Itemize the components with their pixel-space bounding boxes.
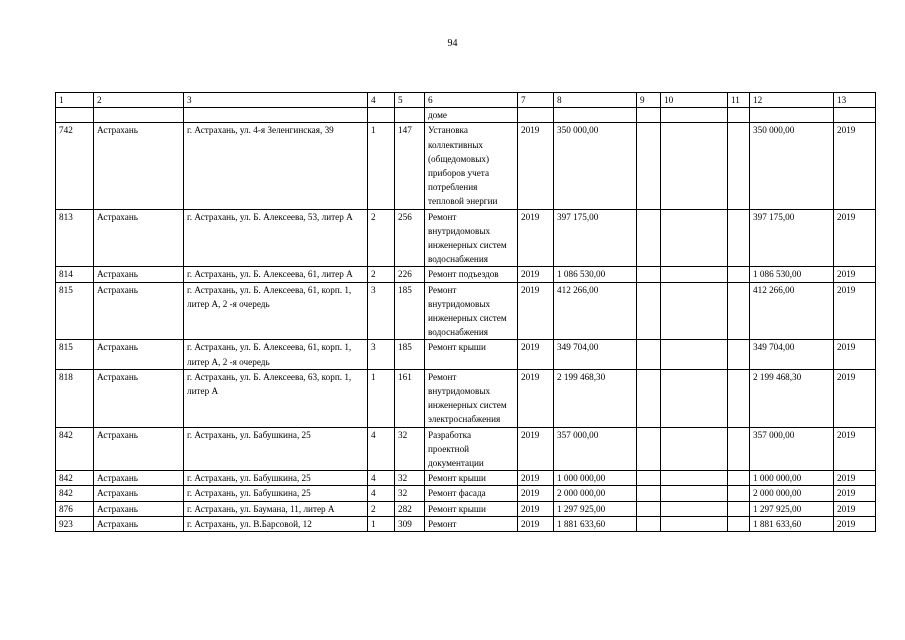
table-cell: г. Астрахань, ул. Б. Алексеева, 53, литер А xyxy=(184,209,368,267)
table-cell: 350 000,00 xyxy=(750,123,834,209)
table-cell: Ремонт крыши xyxy=(425,340,518,369)
table-cell: 412 266,00 xyxy=(750,282,834,340)
table-cell: 1 881 633,60 xyxy=(554,516,637,531)
table-cell: Астрахань xyxy=(94,427,184,471)
table-cell xyxy=(661,471,728,486)
column-number-cell: 7 xyxy=(518,93,554,108)
table-cell: 32 xyxy=(395,486,425,501)
table-cell: 2019 xyxy=(834,123,876,209)
table-cell: 1 086 530,00 xyxy=(554,267,637,282)
table-cell xyxy=(728,516,750,531)
column-number-cell: 9 xyxy=(637,93,661,108)
table-cell: 2019 xyxy=(518,267,554,282)
table-cell: 1 000 000,00 xyxy=(554,471,637,486)
table-cell: Астрахань xyxy=(94,369,184,427)
table-cell: 815 xyxy=(56,282,94,340)
table-cell xyxy=(56,108,94,123)
table-cell: 32 xyxy=(395,427,425,471)
table-cell: 2019 xyxy=(834,516,876,531)
table-cell: 2019 xyxy=(518,282,554,340)
table-cell xyxy=(661,267,728,282)
table-body xyxy=(56,93,876,532)
table-cell xyxy=(661,516,728,531)
table-cell: 923 xyxy=(56,516,94,531)
table-cell: Астрахань xyxy=(94,486,184,501)
table-cell: Астрахань xyxy=(94,471,184,486)
table-row xyxy=(56,471,876,486)
table-cell: 2 199 468,30 xyxy=(750,369,834,427)
column-number-cell: 2 xyxy=(94,93,184,108)
table-cell xyxy=(661,486,728,501)
table-cell: 2019 xyxy=(834,267,876,282)
table-cell: г. Астрахань, ул. Б. Алексеева, 61, литер А xyxy=(184,267,368,282)
table-cell: Астрахань xyxy=(94,267,184,282)
column-number-cell: 3 xyxy=(184,93,368,108)
table-cell xyxy=(637,516,661,531)
table-cell: 350 000,00 xyxy=(554,123,637,209)
table-cell: 2019 xyxy=(834,369,876,427)
table-cell: Ремонт xyxy=(425,516,518,531)
table-cell: 2 xyxy=(368,267,395,282)
table-cell: г. Астрахань, ул. Б. Алексеева, 63, корп. 1, литер А xyxy=(184,369,368,427)
table-cell: 349 704,00 xyxy=(554,340,637,369)
column-number-cell: 6 xyxy=(425,93,518,108)
table-cell: 4 xyxy=(368,471,395,486)
table-cell: 3 xyxy=(368,340,395,369)
table-cell: 2 000 000,00 xyxy=(554,486,637,501)
table-cell: 2 199 468,30 xyxy=(554,369,637,427)
table-cell: г. Астрахань, ул. Б. Алексеева, 61, корп. 1, литер А, 2 -я очередь xyxy=(184,282,368,340)
table-cell: 357 000,00 xyxy=(750,427,834,471)
table-cell xyxy=(661,282,728,340)
table-cell xyxy=(728,123,750,209)
table-cell xyxy=(728,209,750,267)
table-cell: 357 000,00 xyxy=(554,427,637,471)
table-cell xyxy=(661,123,728,209)
table-cell: 226 xyxy=(395,267,425,282)
table-cell: 1 000 000,00 xyxy=(750,471,834,486)
table-cell: 815 xyxy=(56,340,94,369)
table-cell: 742 xyxy=(56,123,94,209)
table-cell xyxy=(728,340,750,369)
table-cell: г. Астрахань, ул. Бабушкина, 25 xyxy=(184,471,368,486)
table-cell xyxy=(661,108,728,123)
table-cell: 4 xyxy=(368,427,395,471)
table-cell: 842 xyxy=(56,471,94,486)
table-cell xyxy=(728,471,750,486)
table-cell: 349 704,00 xyxy=(750,340,834,369)
table-cell xyxy=(661,427,728,471)
table-cell xyxy=(661,340,728,369)
table-cell xyxy=(728,369,750,427)
table-cell xyxy=(637,340,661,369)
table-row xyxy=(56,267,876,282)
table-cell: 842 xyxy=(56,427,94,471)
table-cell: 813 xyxy=(56,209,94,267)
table-cell: 2019 xyxy=(518,516,554,531)
table-cell xyxy=(637,471,661,486)
table-cell xyxy=(637,267,661,282)
table-cell: 818 xyxy=(56,369,94,427)
table-cell: 876 xyxy=(56,501,94,516)
table-cell: Астрахань xyxy=(94,501,184,516)
column-number-cell: 12 xyxy=(750,93,834,108)
table-cell: Ремонт внутридомовых инженерных систем водоснабжения xyxy=(425,282,518,340)
table-cell xyxy=(661,369,728,427)
column-number-cell: 4 xyxy=(368,93,395,108)
table-cell xyxy=(728,427,750,471)
table-cell: 2019 xyxy=(518,427,554,471)
table-cell: 32 xyxy=(395,471,425,486)
table-cell: 185 xyxy=(395,340,425,369)
column-number-cell: 10 xyxy=(661,93,728,108)
table-cell: Ремонт внутридомовых инженерных систем водоснабжения xyxy=(425,209,518,267)
table-row xyxy=(56,123,876,209)
table-cell: 2019 xyxy=(834,486,876,501)
table-cell: 397 175,00 xyxy=(750,209,834,267)
table-cell: Ремонт внутридомовых инженерных систем электроснабжения xyxy=(425,369,518,427)
table-row xyxy=(56,282,876,340)
table-cell xyxy=(728,501,750,516)
table-row xyxy=(56,486,876,501)
table-cell xyxy=(554,108,637,123)
table-cell: 2019 xyxy=(518,369,554,427)
table-cell xyxy=(750,108,834,123)
table-cell xyxy=(728,108,750,123)
table-cell: Астрахань xyxy=(94,282,184,340)
table-row xyxy=(56,369,876,427)
table-cell: 1 297 925,00 xyxy=(750,501,834,516)
table-cell: 1 xyxy=(368,516,395,531)
table-cell: доме xyxy=(425,108,518,123)
table-cell xyxy=(637,427,661,471)
table-cell xyxy=(94,108,184,123)
table-cell: 282 xyxy=(395,501,425,516)
table-cell: г. Астрахань, ул. Б. Алексеева, 61, корп. 1, литер А, 2 -я очередь xyxy=(184,340,368,369)
table-cell: Установка коллективных (общедомовых) приборов учета потребления тепловой энергии xyxy=(425,123,518,209)
table-cell: Ремонт подъездов xyxy=(425,267,518,282)
table-cell: г. Астрахань, ул. В.Барсовой, 12 xyxy=(184,516,368,531)
table-cell: Ремонт крыши xyxy=(425,471,518,486)
table-cell: 2019 xyxy=(834,340,876,369)
table-cell: г. Астрахань, ул. Баумана, 11, литер А xyxy=(184,501,368,516)
column-number-cell: 11 xyxy=(728,93,750,108)
column-number-cell: 13 xyxy=(834,93,876,108)
table-cell: 1 881 633,60 xyxy=(750,516,834,531)
table-row xyxy=(56,501,876,516)
table-cell: г. Астрахань, ул. 4-я Зеленгинская, 39 xyxy=(184,123,368,209)
table-cell: 4 xyxy=(368,486,395,501)
table-cell: 185 xyxy=(395,282,425,340)
table-cell: 397 175,00 xyxy=(554,209,637,267)
table-cell: Астрахань xyxy=(94,340,184,369)
table-cell xyxy=(637,282,661,340)
table-cell xyxy=(184,108,368,123)
table-cell: 814 xyxy=(56,267,94,282)
column-number-cell: 5 xyxy=(395,93,425,108)
table-cell: 1 297 925,00 xyxy=(554,501,637,516)
table-cell: г. Астрахань, ул. Бабушкина, 25 xyxy=(184,486,368,501)
table-row xyxy=(56,427,876,471)
table-cell: 412 266,00 xyxy=(554,282,637,340)
table-cell: Астрахань xyxy=(94,209,184,267)
table-cell: Ремонт крыши xyxy=(425,501,518,516)
table-cell: Разработка проектной документации xyxy=(425,427,518,471)
table-cell xyxy=(637,123,661,209)
table-cell xyxy=(834,108,876,123)
table-cell: 3 xyxy=(368,282,395,340)
table-cell: 2019 xyxy=(518,471,554,486)
table-cell xyxy=(368,108,395,123)
table-cell: 256 xyxy=(395,209,425,267)
table-row xyxy=(56,108,876,123)
table-cell xyxy=(637,209,661,267)
table-cell: 2 000 000,00 xyxy=(750,486,834,501)
table-cell xyxy=(661,501,728,516)
table-cell: 1 xyxy=(368,369,395,427)
table-cell xyxy=(518,108,554,123)
table-cell: 2 xyxy=(368,209,395,267)
column-number-cell: 1 xyxy=(56,93,94,108)
table-cell: 2019 xyxy=(518,486,554,501)
table-cell xyxy=(637,501,661,516)
table-row xyxy=(56,209,876,267)
page-number: 94 xyxy=(447,38,458,49)
table-cell: 2 xyxy=(368,501,395,516)
table-cell: 147 xyxy=(395,123,425,209)
table-cell xyxy=(728,282,750,340)
column-number-cell: 8 xyxy=(554,93,637,108)
table-cell xyxy=(395,108,425,123)
capital-repair-table xyxy=(55,92,876,532)
table-cell: 2019 xyxy=(518,123,554,209)
table-row xyxy=(56,516,876,531)
table-cell xyxy=(637,369,661,427)
table-cell: Астрахань xyxy=(94,123,184,209)
table-cell: 1 xyxy=(368,123,395,209)
table-cell xyxy=(637,486,661,501)
table-cell: 2019 xyxy=(834,282,876,340)
table-cell: 842 xyxy=(56,486,94,501)
table-cell: 2019 xyxy=(834,471,876,486)
table-cell: 2019 xyxy=(518,340,554,369)
table-cell: 161 xyxy=(395,369,425,427)
table-cell xyxy=(637,108,661,123)
table-cell: 2019 xyxy=(518,209,554,267)
table-cell: Ремонт фасада xyxy=(425,486,518,501)
table-cell: 309 xyxy=(395,516,425,531)
table-cell xyxy=(661,209,728,267)
table-cell: 2019 xyxy=(518,501,554,516)
table-row xyxy=(56,340,876,369)
table-cell xyxy=(728,267,750,282)
table-cell: 1 086 530,00 xyxy=(750,267,834,282)
table-cell: 2019 xyxy=(834,501,876,516)
table-cell: 2019 xyxy=(834,427,876,471)
table-cell: Астрахань xyxy=(94,516,184,531)
table-cell: г. Астрахань, ул. Бабушкина, 25 xyxy=(184,427,368,471)
column-number-row xyxy=(56,93,876,108)
table-cell xyxy=(728,486,750,501)
table-cell: 2019 xyxy=(834,209,876,267)
